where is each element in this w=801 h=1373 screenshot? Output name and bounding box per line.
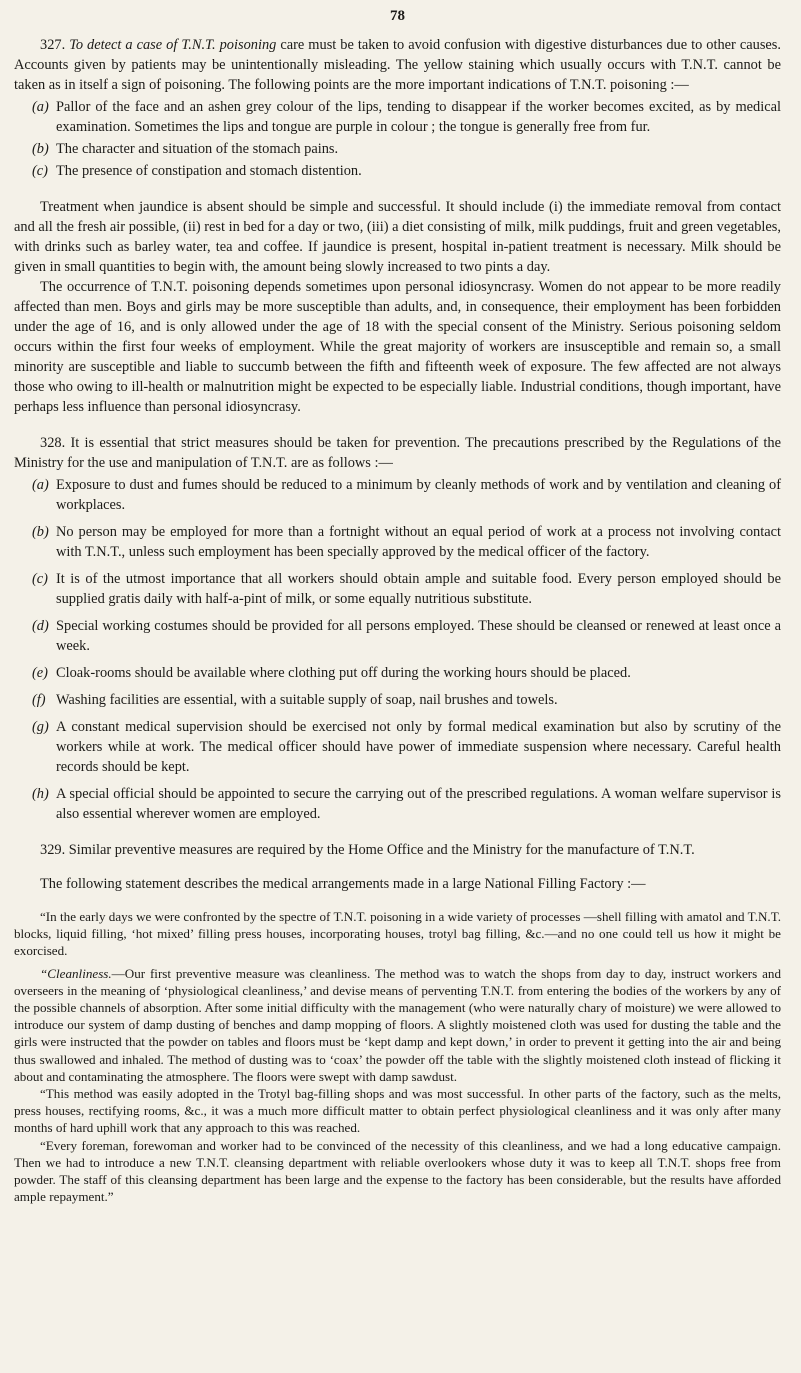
treatment-paragraph: Treatment when jaundice is absent should be simple and successful. It should include (i) the immediate removal from contact and all the fresh air possible, (ii) rest in bed for a day or two, (iii) a diet consisting of milk, milk puddings, fruit and green vegetables, with drinks such as barley water, tea and coffee. If jaundice is present, hospital in-patient treatment is necessary. Milk should be given in small quantities to begin with, the amount being slowly increased to two pints a day. <box>14 199 781 275</box>
list-item-text: It is of the utmost importance that all workers should obtain ample and suitable food. Every person employed should be supplied gratis daily with half-a-pint of milk, or some equally nutritious substitute. <box>56 571 781 607</box>
quote-subheading: “Cleanliness. <box>40 965 112 981</box>
section-328 <box>14 433 781 824</box>
list-item-label: (a) <box>32 477 49 493</box>
quote-paragraph-cleanliness <box>14 965 781 1085</box>
list-item-text: The character and situation of the stomach pains. <box>56 141 339 157</box>
quote-paragraph: “Every foreman, forewoman and worker had to be convinced of the necessity of this cleanliness, and we had a long educative campaign. Then we had to introduce a new T.N.T. cleansing department with reliable overlookers whose duty it was to keep all T.N.T. shops free from powder. The staff of this cleansing department has been large and the expense to the factory has been considerable, but the results have afforded ample repayment.” <box>14 1137 781 1205</box>
list-item-label: (b) <box>32 141 49 157</box>
list-item <box>32 663 781 683</box>
section-327-intro-text: care must be taken to avoid confusion with digestive disturbances due to other causes. Accounts given by patients may be unintentionally misleading. The yellow staining which usually occurs with T.N.T. cannot be taken as in itself a sign of poisoning. The following points are the more important indications of T.N.T. poisoning :— <box>14 37 781 93</box>
quote-paragraph-text: —Our first preventive measure was cleanliness. The method was to watch the shops from day to day, instruct workers and overseers in the meaning of ‘physiological cleanliness,’ and devise means of perventing T.N.T. from entering the bodies of the workers by any of the possible channels of absorption. After some initial difficulty with the management (who were naturally chary of moisture) we were allowed to introduce our system of damp dusting of benches and damp mopping of floors. A slightly moistened cloth was used for dusting the table and the girls were instructed that the powder on tables and floors must be ‘kept damp and kept down,’ in order to prevent it getting into the air and being thus swallowed and inhaled. The method of dusting was to ‘coax’ the powder off the table with the slightly moistened cloth instead of flicking it about and contaminating the atmosphere. The floors were swept with damp sawdust. <box>14 965 781 1084</box>
section-329 <box>14 840 781 894</box>
list-item-text: A special official should be appointed to secure the carrying out of the prescribed regulations. A woman welfare supervisor is also essential wherever women are employed. <box>56 786 781 822</box>
list-item-text: Washing facilities are essential, with a suitable supply of soap, nail brushes and towels. <box>56 692 558 708</box>
list-item <box>32 616 781 656</box>
list-item-text: No person may be employed for more than a fortnight without an equal period of work at a process not involving contact with T.N.T., unless such employment has been specially approved by the medical officer of the factory. <box>56 524 781 560</box>
list-item <box>32 690 781 710</box>
list-item-text: A constant medical supervision should be exercised not only by formal medical examination but also by scrutiny of the workers while at work. The medical officer should have power of immediate suspension where necessary. Careful health records should be kept. <box>56 719 781 775</box>
list-item-text: The presence of constipation and stomach distention. <box>56 163 362 179</box>
list-item <box>32 784 781 824</box>
section-327-lead: To detect a case of T.N.T. poisoning <box>69 37 277 53</box>
list-item <box>32 139 781 159</box>
list-item-text: Pallor of the face and an ashen grey colour of the lips, tending to disappear if the worker becomes excited, as by medical examination. Sometimes the lips and tongue are purple in colour ; the tongue is generally free from fur. <box>56 99 781 135</box>
section-329-paragraph: 329. Similar preventive measures are required by the Home Office and the Ministry for the manufacture of T.N.T. <box>40 842 695 858</box>
list-item <box>32 97 781 137</box>
list-item-label: (e) <box>32 665 48 681</box>
quote-paragraph: “This method was easily adopted in the Trotyl bag-filling shops and was most successful. In other parts of the factory, such as the melts, press houses, rectifying rooms, &c., it was a much more difficult matter to obtain perfect physiological cleanliness and it was only after many months of hard uphill work that any approach to this was reached. <box>14 1086 781 1136</box>
list-item-text: Cloak-rooms should be available where clothing put off during the working hours should be placed. <box>56 665 631 681</box>
list-item-label: (c) <box>32 571 48 587</box>
list-item-label: (b) <box>32 524 49 540</box>
list-item-label: (d) <box>32 618 49 634</box>
factory-quotation <box>14 908 781 1205</box>
quote-paragraph: “In the early days we were confronted by the spectre of T.N.T. poisoning in a wide variety of processes —shell filling with amatol and T.N.T. blocks, liquid filling, ‘hot mixed’ filling press houses, incorporating houses, trotyl bag filling, &c.—and no one could tell us how it might be exorcised. <box>14 909 781 959</box>
list-item-label: (h) <box>32 786 49 802</box>
list-item <box>32 475 781 515</box>
list-item-label: (g) <box>32 719 49 735</box>
list-item-label: (a) <box>32 99 49 115</box>
section-327 <box>14 35 781 417</box>
list-item <box>32 717 781 777</box>
list-item-text: Special working costumes should be provided for all persons employed. These should be cleansed or renewed at least once a week. <box>56 618 781 654</box>
list-item-label: (f) <box>32 692 46 708</box>
section-327-intro <box>14 35 781 95</box>
section-327-number: 327. <box>40 37 66 53</box>
list-item <box>32 161 781 181</box>
list-item-text: Exposure to dust and fumes should be reduced to a minimum by cleanly methods of work and by ventilation and cleaning of workplaces. <box>56 477 781 513</box>
list-item-label: (c) <box>32 163 48 179</box>
list-item <box>32 522 781 562</box>
page-number: 78 <box>390 8 405 24</box>
filling-factory-statement: The following statement describes the medical arrangements made in a large National Filling Factory :— <box>40 876 646 892</box>
section-327-list <box>14 97 781 181</box>
list-item <box>32 569 781 609</box>
section-328-list <box>14 475 781 824</box>
section-328-intro: 328. It is essential that strict measures should be taken for prevention. The precautions prescribed by the Regulations of the Ministry for the use and manipulation of T.N.T. are as follows :— <box>14 435 781 471</box>
occurrence-paragraph: The occurrence of T.N.T. poisoning depends sometimes upon personal idiosyncrasy. Women do not appear to be more readily affected than men. Boys and girls may be more susceptible than adults, and, in consequence, their employment has been forbidden under the age of 16, and is only allowed under the age of 18 with the special consent of the Ministry. Serious poisoning seldom occurs within the first four weeks of employment. While the great majority of workers are insusceptible and remain so, a small minority are susceptible and liable to succumb between the fifth and fifteenth week of exposure. The few affected are not always those who owing to ill-health or malnutrition might be expected to be especially liable. Industrial conditions, though important, have perhaps less influence than personal idiosyncrasy. <box>14 279 781 415</box>
